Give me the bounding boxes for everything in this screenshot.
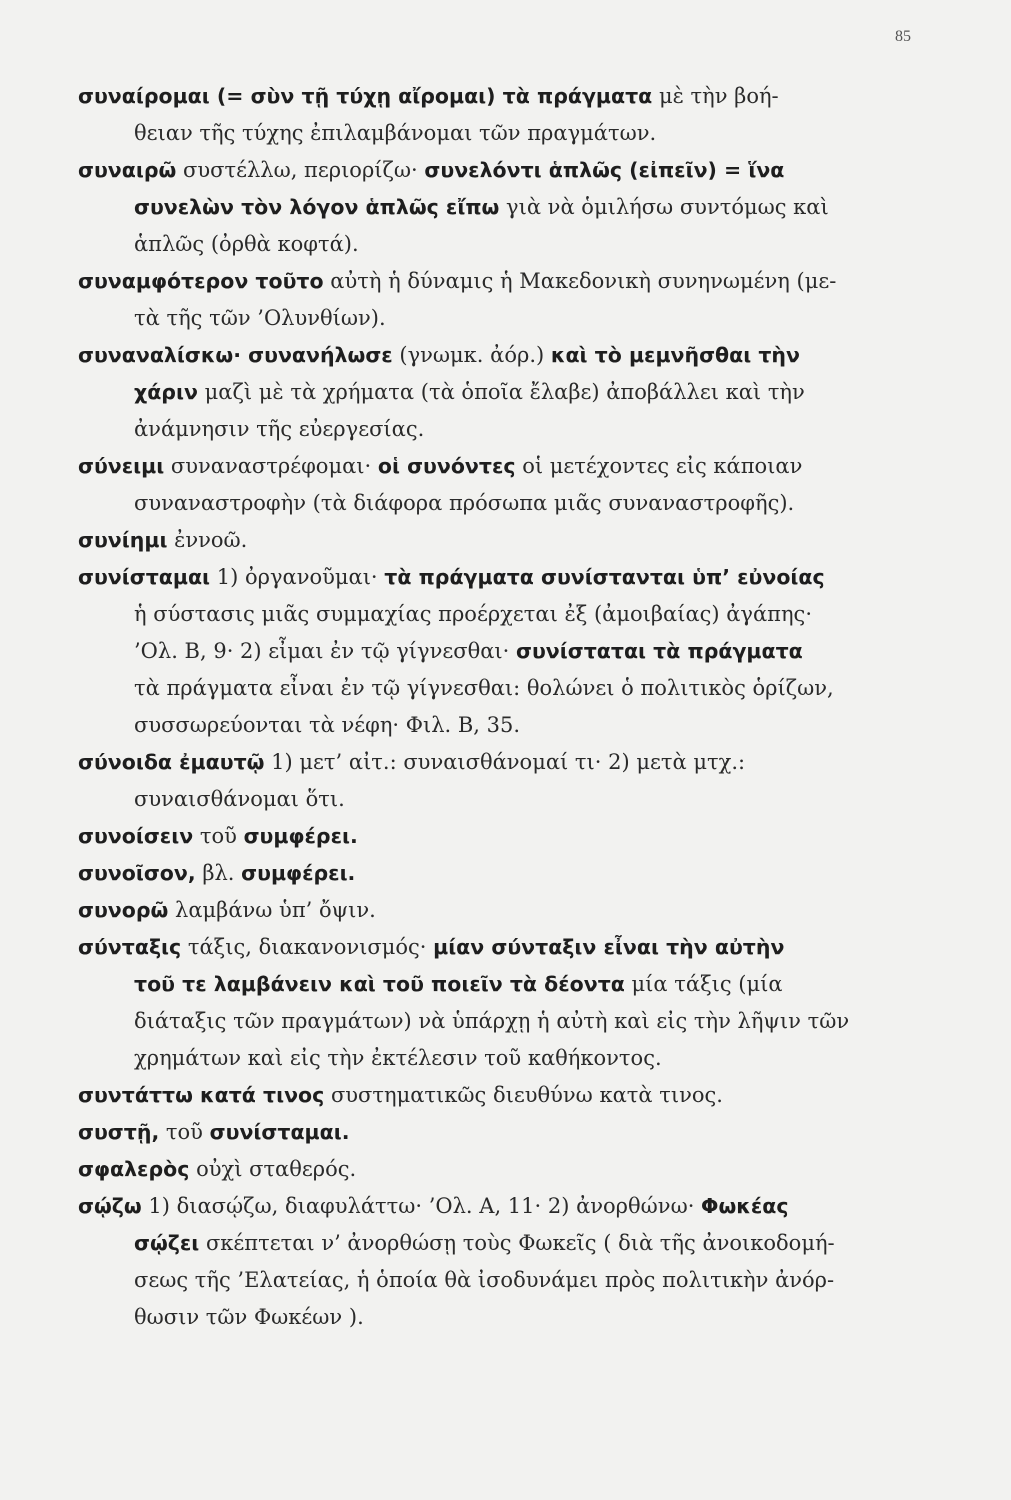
gloss-text: χρημάτων καὶ εἰς τὴν ἐκτέλεσιν τοῦ καθήκοντος. bbox=[134, 1046, 662, 1070]
entry-first-line bbox=[78, 84, 779, 108]
gloss-text: συστέλλω, περιορίζω· bbox=[176, 158, 425, 182]
dictionary-entry bbox=[78, 559, 906, 744]
dictionary-entry bbox=[78, 744, 906, 818]
headword-text: καὶ τὸ μεμνῆσθαι τὴν bbox=[550, 343, 800, 367]
gloss-text: μία τάξις (μία bbox=[624, 972, 783, 996]
gloss-text: ἁπλῶς (ὀρθὰ κοφτά). bbox=[134, 232, 359, 256]
dictionary-entry bbox=[78, 818, 906, 855]
headword-text: τοῦ τε λαμβάνειν καὶ τοῦ ποιεῖν τὰ δέοντα bbox=[134, 972, 625, 996]
headword-text: συνοίσειν bbox=[78, 824, 194, 848]
gloss-text: μὲ τὴν βοή- bbox=[652, 84, 779, 108]
dictionary-entry bbox=[78, 152, 906, 263]
entry-first-line bbox=[78, 935, 784, 959]
headword-text: σῴζει bbox=[134, 1231, 200, 1255]
gloss-text: συστηματικῶς διευθύνω κατὰ τινος. bbox=[324, 1083, 723, 1107]
gloss-text: τοῦ bbox=[159, 1120, 210, 1144]
gloss-text: τὰ πράγματα εἶναι ἐν τῷ γίγνεσθαι: θολώνει ὁ πολιτικὸς ὁρίζων, bbox=[134, 676, 834, 700]
gloss-text: διάταξις τῶν πραγμάτων) νὰ ὑπάρχῃ ἡ αὐτὴ καὶ εἰς τὴν λῆψιν τῶν bbox=[134, 1009, 850, 1033]
dictionary-entry bbox=[78, 1151, 906, 1188]
dictionary-entry bbox=[78, 892, 906, 929]
dictionary-entry bbox=[78, 1188, 906, 1336]
headword-text: συνίσταται τὰ πράγματα bbox=[515, 639, 803, 663]
headword-text: σῴζω bbox=[78, 1194, 142, 1218]
gloss-text: 1) ὀργανοῦμαι· bbox=[210, 565, 385, 589]
headword-text: συνίημι bbox=[78, 528, 168, 552]
dictionary-entry bbox=[78, 1114, 906, 1151]
entry-first-line bbox=[78, 1120, 349, 1144]
headword-text: συνελὼν τὸν λόγον ἁπλῶς εἴπω bbox=[134, 195, 500, 219]
entry-continuation-line bbox=[78, 781, 906, 818]
headword-text: σύνταξις bbox=[78, 935, 182, 959]
entry-first-line bbox=[78, 1194, 789, 1218]
gloss-text: λαμβάνω ὑπ’ ὄψιν. bbox=[168, 898, 376, 922]
entry-continuation-line bbox=[78, 189, 906, 226]
gloss-text: βλ. bbox=[195, 861, 242, 885]
entry-first-line bbox=[78, 343, 800, 367]
dictionary-entry bbox=[78, 78, 906, 152]
entry-first-line bbox=[78, 861, 355, 885]
headword-text: συμφέρει. bbox=[243, 824, 358, 848]
gloss-text: ’Ολ. Β, 9· 2) εἶμαι ἐν τῷ γίγνεσθαι· bbox=[134, 639, 516, 663]
entry-first-line bbox=[78, 158, 784, 182]
gloss-text: 1) μετ’ αἰτ.: συναισθάνομαί τι· 2) μετὰ μτχ.: bbox=[264, 750, 746, 774]
entry-continuation-line bbox=[78, 596, 906, 633]
gloss-text: συναισθάνομαι ὅτι. bbox=[134, 787, 345, 811]
entry-first-line bbox=[78, 1157, 356, 1181]
gloss-text: μαζὶ μὲ τὰ χρήματα (τὰ ὁποῖα ἔλαβε) ἀποβάλλει καὶ τὴν bbox=[197, 380, 805, 404]
headword-text: συναιρῶ bbox=[78, 158, 177, 182]
entry-continuation-line bbox=[78, 411, 906, 448]
entry-continuation-line bbox=[78, 633, 906, 670]
entry-first-line bbox=[78, 528, 247, 552]
gloss-text: 1) διασῴζω, διαφυλάττω· ’Ολ. Α, 11· 2) ἀνορθώνω· bbox=[141, 1194, 702, 1218]
headword-text: συνορῶ bbox=[78, 898, 169, 922]
entry-continuation-line bbox=[78, 1003, 906, 1040]
headword-text: συναίρομαι (= σὺν τῇ τύχῃ αἴρομαι) τὰ πράγματα bbox=[78, 84, 653, 108]
dictionary-entries bbox=[78, 78, 906, 1336]
gloss-text: συναναστρέφομαι· bbox=[164, 454, 378, 478]
headword-text: σφαλερὸς bbox=[78, 1157, 190, 1181]
entry-first-line bbox=[78, 1083, 723, 1107]
gloss-text: αὐτὴ ἡ δύναμις ἡ Μακεδονικὴ συνηνωμένη (με- bbox=[323, 269, 837, 293]
entry-continuation-line bbox=[78, 374, 906, 411]
gloss-text: συναναστροφὴν (τὰ διάφορα πρόσωπα μιᾶς συναναστροφῆς). bbox=[134, 491, 795, 515]
gloss-text: οὐχὶ σταθερός. bbox=[189, 1157, 357, 1181]
entry-continuation-line bbox=[78, 300, 906, 337]
headword-text: συστῇ, bbox=[78, 1120, 160, 1144]
headword-text: σύνοιδα ἐμαυτῷ bbox=[78, 750, 265, 774]
headword-text: Φωκέας bbox=[701, 1194, 789, 1218]
entry-first-line bbox=[78, 269, 836, 293]
headword-text: συναναλίσκω· συνανήλωσε bbox=[78, 343, 393, 367]
entry-continuation-line bbox=[78, 1225, 906, 1262]
entry-continuation-line bbox=[78, 1040, 906, 1077]
gloss-text: τὰ τῆς τῶν ’Ολυνθίων). bbox=[134, 306, 386, 330]
headword-text: συναμφότερον τοῦτο bbox=[78, 269, 324, 293]
headword-text: συνίσταμαι bbox=[78, 565, 211, 589]
entry-continuation-line bbox=[78, 226, 906, 263]
headword-text: χάριν bbox=[134, 380, 198, 404]
headword-text: μίαν σύνταξιν εἶναι τὴν αὐτὴν bbox=[433, 935, 785, 959]
gloss-text: ἐννοῶ. bbox=[167, 528, 248, 552]
dictionary-entry bbox=[78, 1077, 906, 1114]
headword-text: οἱ συνόντες bbox=[377, 454, 516, 478]
gloss-text: τοῦ bbox=[193, 824, 244, 848]
headword-text: συνελόντι ἁπλῶς (εἰπεῖν) = ἵνα bbox=[424, 158, 785, 182]
headword-text: σύνειμι bbox=[78, 454, 165, 478]
headword-text: συμφέρει. bbox=[241, 861, 356, 885]
gloss-text: ἡ σύστασις μιᾶς συμμαχίας προέρχεται ἐξ (ἀμοιβαίας) ἀγάπης· bbox=[134, 602, 812, 626]
headword-text: συνίσταμαι. bbox=[209, 1120, 350, 1144]
dictionary-entry bbox=[78, 448, 906, 522]
gloss-text: σεως τῆς ’Ελατείας, ἡ ὁποία θὰ ἰσοδυνάμει πρὸς πολιτικὴν ἀνόρ- bbox=[134, 1268, 835, 1292]
entry-continuation-line bbox=[78, 966, 906, 1003]
gloss-text: συσσωρεύονται τὰ νέφη· Φιλ. Β, 35. bbox=[134, 713, 521, 737]
entry-continuation-line bbox=[78, 485, 906, 522]
dictionary-entry bbox=[78, 263, 906, 337]
gloss-text: ἀνάμνησιν τῆς εὐεργεσίας. bbox=[134, 417, 425, 441]
gloss-text: θωσιν τῶν Φωκέων ). bbox=[134, 1305, 364, 1329]
entry-continuation-line bbox=[78, 707, 906, 744]
gloss-text: γιὰ νὰ ὁμιλήσω συντόμως καὶ bbox=[499, 195, 829, 219]
headword-text: συνοῖσον, bbox=[78, 861, 196, 885]
dictionary-entry bbox=[78, 855, 906, 892]
page-number: 85 bbox=[895, 28, 911, 45]
gloss-text: θειαν τῆς τύχης ἐπιλαμβάνομαι τῶν πραγμάτων. bbox=[134, 121, 657, 145]
gloss-text: οἱ μετέχοντες εἰς κάποιαν bbox=[515, 454, 803, 478]
entry-continuation-line bbox=[78, 1262, 906, 1299]
headword-text: συντάττω κατά τινος bbox=[78, 1083, 325, 1107]
entry-first-line bbox=[78, 750, 745, 774]
entry-continuation-line bbox=[78, 1299, 906, 1336]
entry-first-line bbox=[78, 565, 825, 589]
gloss-text: τάξις, διακανονισμός· bbox=[181, 935, 434, 959]
entry-first-line bbox=[78, 824, 358, 848]
dictionary-entry bbox=[78, 337, 906, 448]
gloss-text: (γνωμκ. ἀόρ.) bbox=[392, 343, 551, 367]
headword-text: τὰ πράγματα συνίστανται ὑπ’ εὐνοίας bbox=[384, 565, 825, 589]
entry-continuation-line bbox=[78, 670, 906, 707]
gloss-text: σκέπτεται ν’ ἀνορθώσῃ τοὺς Φωκεῖς ( διὰ τῆς ἀνοικοδομή- bbox=[199, 1231, 835, 1255]
entry-first-line bbox=[78, 898, 376, 922]
dictionary-entry bbox=[78, 522, 906, 559]
entry-first-line bbox=[78, 454, 802, 478]
dictionary-entry bbox=[78, 929, 906, 1077]
entry-continuation-line bbox=[78, 115, 906, 152]
